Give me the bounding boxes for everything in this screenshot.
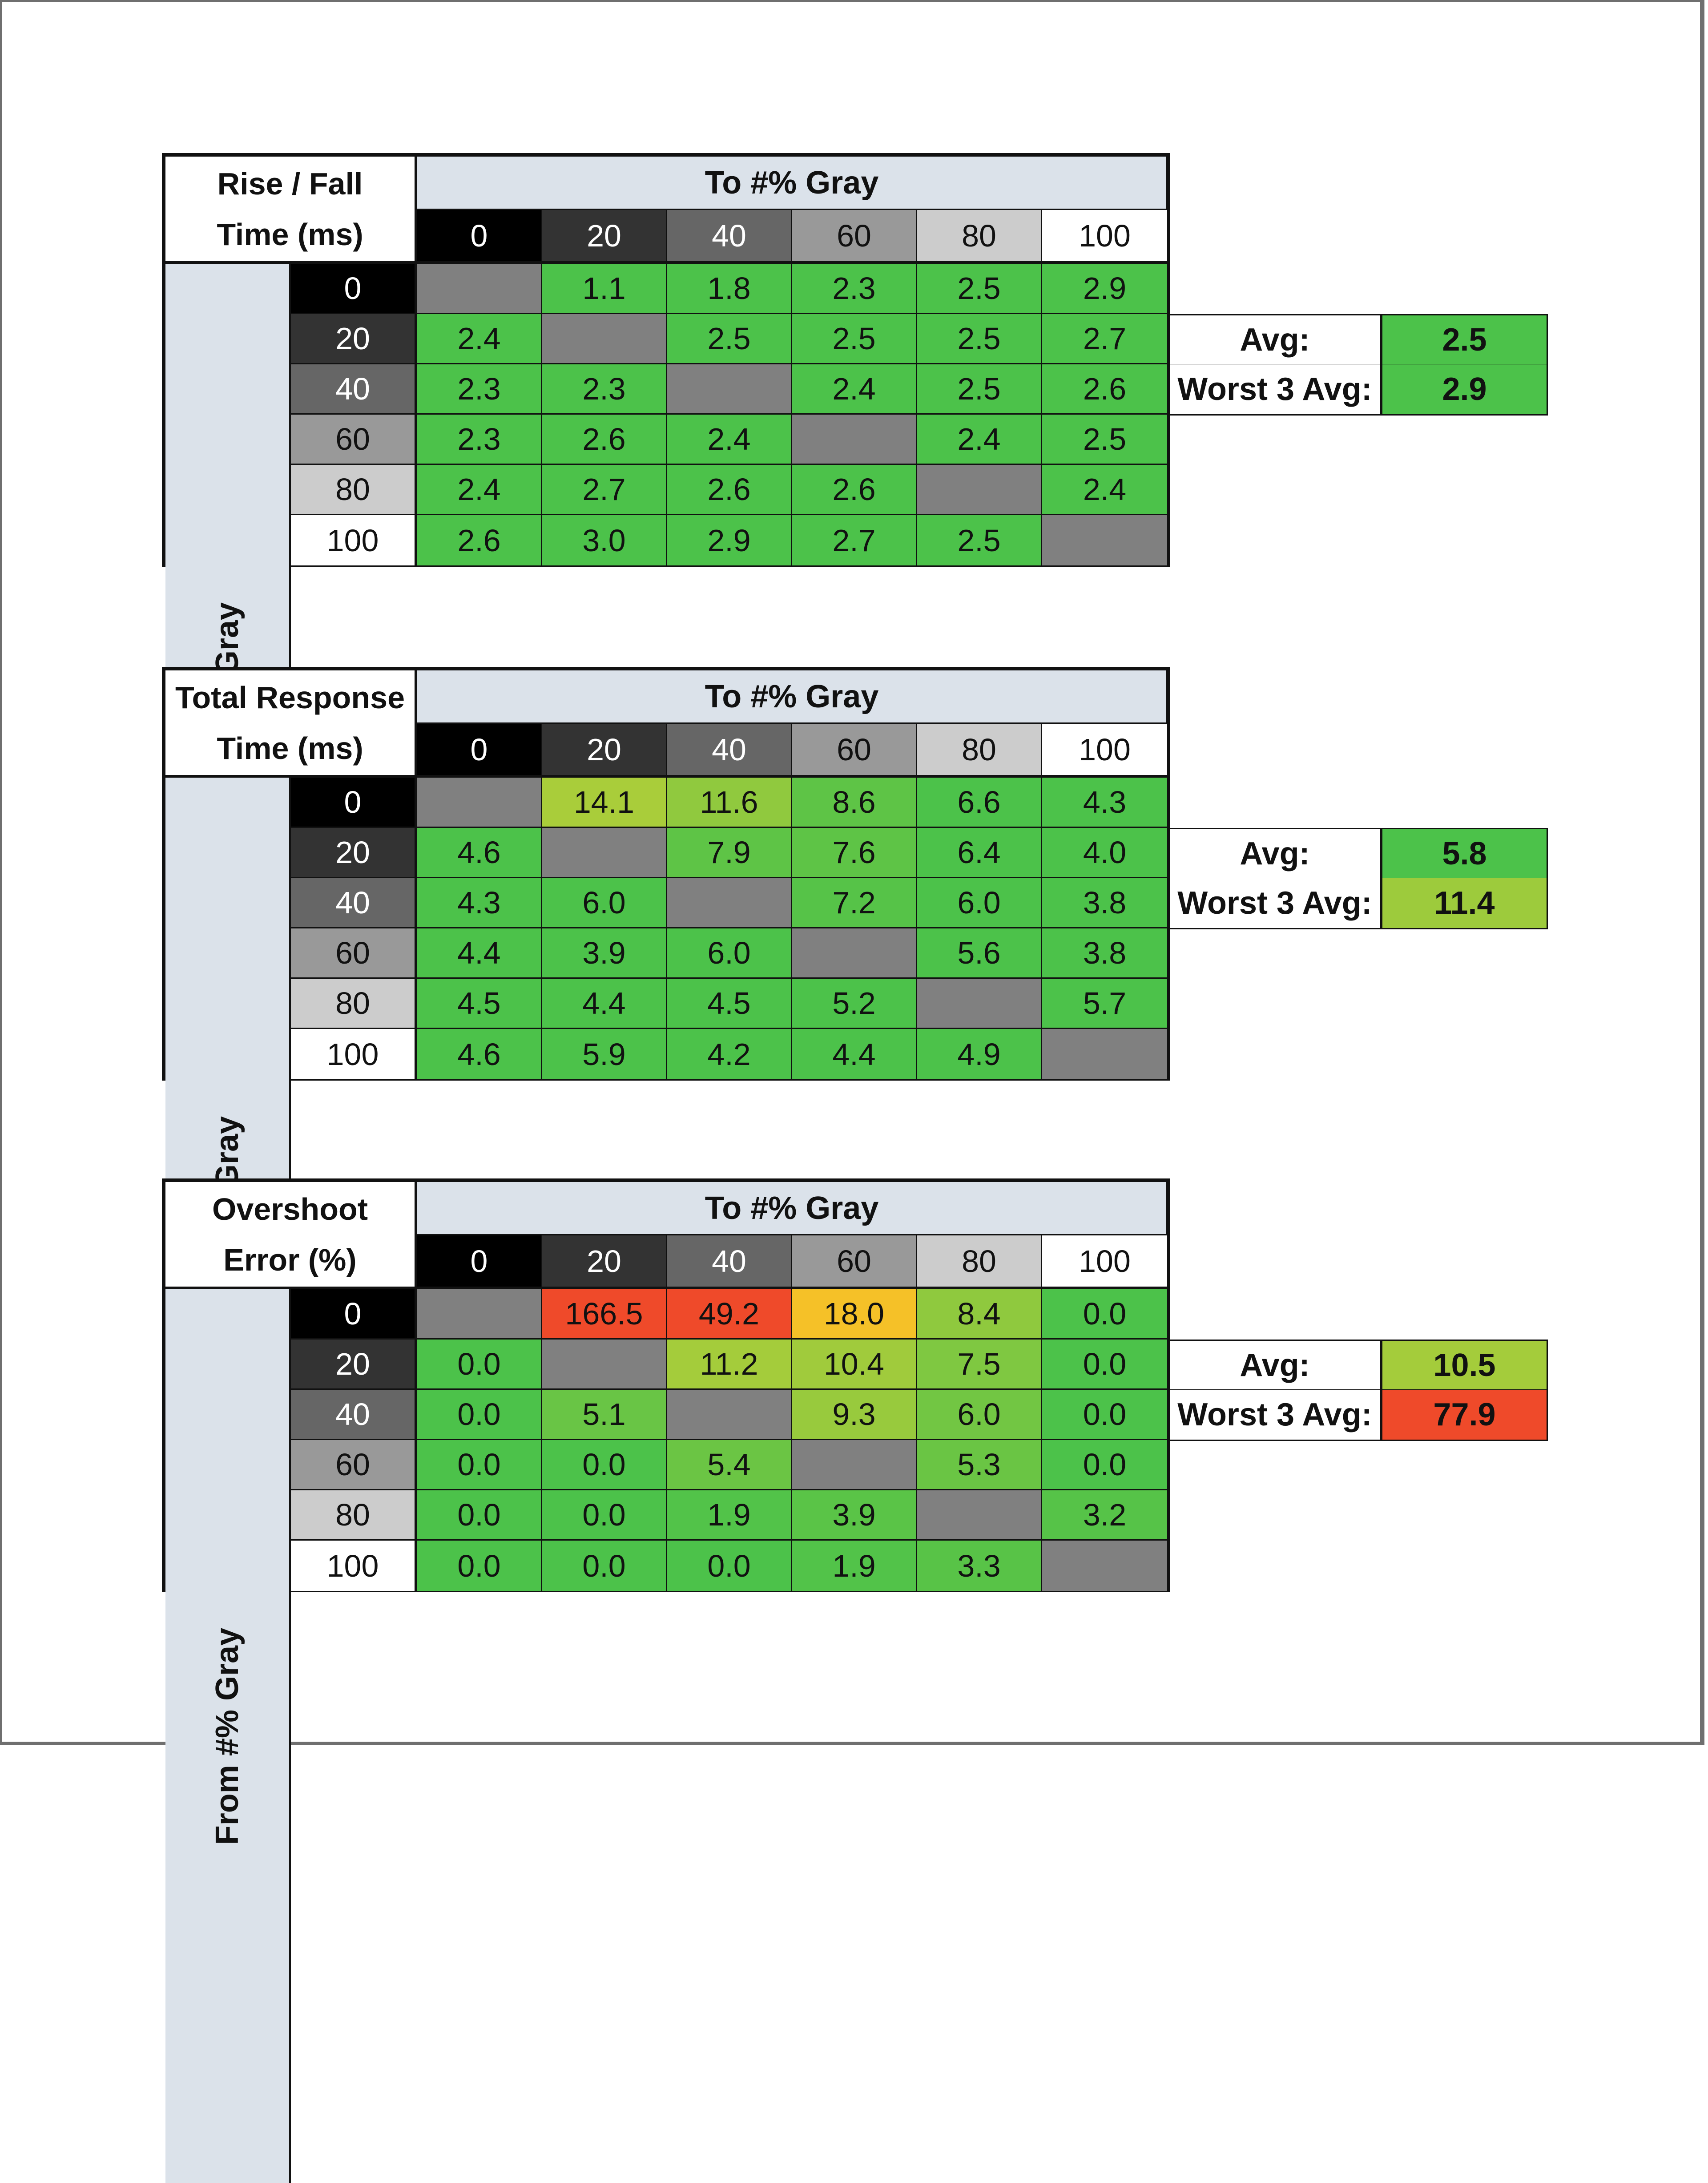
value-cell: 2.4 bbox=[917, 415, 1042, 465]
stat-label: Avg: bbox=[1170, 314, 1381, 365]
value-cell: 8.6 bbox=[792, 778, 917, 828]
column-header-0: 0 bbox=[417, 724, 542, 778]
diagonal-cell bbox=[667, 878, 792, 928]
value-cell: 3.0 bbox=[542, 515, 667, 565]
value-cell: 3.2 bbox=[1042, 1490, 1167, 1541]
value-cell: 2.9 bbox=[1042, 264, 1167, 314]
value-cell: 4.3 bbox=[417, 878, 542, 928]
diagonal-cell bbox=[667, 364, 792, 415]
diagonal-cell bbox=[417, 1289, 542, 1340]
stat-value: 2.5 bbox=[1381, 314, 1548, 365]
diagonal-cell bbox=[1042, 1029, 1167, 1079]
value-cell: 0.0 bbox=[542, 1541, 667, 1591]
value-cell: 4.5 bbox=[417, 979, 542, 1029]
column-header-20: 20 bbox=[542, 1235, 667, 1289]
table-title-line: Rise / Fall bbox=[217, 166, 363, 201]
response-matrix bbox=[162, 153, 1170, 567]
value-cell: 18.0 bbox=[792, 1289, 917, 1340]
value-cell: 3.3 bbox=[917, 1541, 1042, 1591]
value-cell: 2.3 bbox=[417, 415, 542, 465]
value-cell: 0.0 bbox=[417, 1541, 542, 1591]
value-cell: 5.3 bbox=[917, 1440, 1042, 1490]
stat-value: 77.9 bbox=[1381, 1390, 1548, 1441]
value-cell: 0.0 bbox=[542, 1440, 667, 1490]
from-gray-header bbox=[165, 1289, 291, 2183]
value-cell: 6.6 bbox=[917, 778, 1042, 828]
value-cell: 2.5 bbox=[917, 264, 1042, 314]
value-cell: 2.4 bbox=[417, 314, 542, 364]
value-cell: 2.6 bbox=[417, 515, 542, 565]
column-header-0: 0 bbox=[417, 210, 542, 264]
row-header-80: 80 bbox=[291, 979, 417, 1029]
row-header-20: 20 bbox=[291, 1340, 417, 1390]
table-title-line: Total Response bbox=[175, 680, 405, 715]
value-cell: 0.0 bbox=[667, 1541, 792, 1591]
value-cell: 2.5 bbox=[792, 314, 917, 364]
value-cell: 3.9 bbox=[542, 928, 667, 979]
stat-value: 2.9 bbox=[1381, 364, 1548, 416]
row-header-60: 60 bbox=[291, 415, 417, 465]
value-cell: 8.4 bbox=[917, 1289, 1042, 1340]
table-title-line: Time (ms) bbox=[217, 217, 363, 252]
diagonal-cell bbox=[542, 828, 667, 878]
value-cell: 5.4 bbox=[667, 1440, 792, 1490]
column-header-80: 80 bbox=[917, 724, 1042, 778]
worst-3-avg-row bbox=[1170, 878, 1548, 929]
row-header-40: 40 bbox=[291, 364, 417, 415]
value-cell: 0.0 bbox=[417, 1440, 542, 1490]
column-header-40: 40 bbox=[667, 1235, 792, 1289]
value-cell: 0.0 bbox=[417, 1490, 542, 1541]
value-cell: 4.3 bbox=[1042, 778, 1167, 828]
table-title-line: Overshoot bbox=[212, 1191, 368, 1227]
value-cell: 14.1 bbox=[542, 778, 667, 828]
column-header-20: 20 bbox=[542, 724, 667, 778]
value-cell: 1.1 bbox=[542, 264, 667, 314]
avg-row bbox=[1170, 1340, 1548, 1391]
value-cell: 4.9 bbox=[917, 1029, 1042, 1079]
row-header-60: 60 bbox=[291, 928, 417, 979]
value-cell: 3.9 bbox=[792, 1490, 917, 1541]
value-cell: 2.5 bbox=[917, 515, 1042, 565]
value-cell: 4.5 bbox=[667, 979, 792, 1029]
value-cell: 4.4 bbox=[417, 928, 542, 979]
column-header-100: 100 bbox=[1042, 210, 1167, 264]
value-cell: 2.5 bbox=[1042, 415, 1167, 465]
column-header-40: 40 bbox=[667, 210, 792, 264]
value-cell: 2.3 bbox=[792, 264, 917, 314]
value-cell: 1.8 bbox=[667, 264, 792, 314]
row-header-20: 20 bbox=[291, 314, 417, 364]
avg-row bbox=[1170, 828, 1548, 879]
diagonal-cell bbox=[1042, 515, 1167, 565]
value-cell: 2.3 bbox=[417, 364, 542, 415]
row-header-40: 40 bbox=[291, 1390, 417, 1440]
column-header-60: 60 bbox=[792, 210, 917, 264]
value-cell: 4.4 bbox=[792, 1029, 917, 1079]
diagonal-cell bbox=[1042, 1541, 1167, 1591]
row-header-100: 100 bbox=[291, 1029, 417, 1079]
value-cell: 2.4 bbox=[667, 415, 792, 465]
value-cell: 2.6 bbox=[667, 465, 792, 515]
value-cell: 166.5 bbox=[542, 1289, 667, 1340]
value-cell: 0.0 bbox=[1042, 1340, 1167, 1390]
value-cell: 2.5 bbox=[667, 314, 792, 364]
value-cell: 0.0 bbox=[1042, 1390, 1167, 1440]
value-cell: 6.0 bbox=[542, 878, 667, 928]
stat-value: 5.8 bbox=[1381, 828, 1548, 879]
column-header-40: 40 bbox=[667, 724, 792, 778]
value-cell: 2.6 bbox=[542, 415, 667, 465]
row-header-100: 100 bbox=[291, 1541, 417, 1591]
value-cell: 5.6 bbox=[917, 928, 1042, 979]
diagonal-cell bbox=[792, 415, 917, 465]
row-header-0: 0 bbox=[291, 264, 417, 314]
column-header-80: 80 bbox=[917, 210, 1042, 264]
column-header-20: 20 bbox=[542, 210, 667, 264]
table-title-line: Time (ms) bbox=[217, 730, 363, 766]
column-header-0: 0 bbox=[417, 1235, 542, 1289]
value-cell: 2.3 bbox=[542, 364, 667, 415]
diagonal-cell bbox=[542, 314, 667, 364]
value-cell: 0.0 bbox=[542, 1490, 667, 1541]
value-cell: 6.0 bbox=[917, 1390, 1042, 1440]
value-cell: 5.2 bbox=[792, 979, 917, 1029]
value-cell: 1.9 bbox=[667, 1490, 792, 1541]
value-cell: 3.8 bbox=[1042, 878, 1167, 928]
value-cell: 7.6 bbox=[792, 828, 917, 878]
diagonal-cell bbox=[917, 465, 1042, 515]
value-cell: 10.4 bbox=[792, 1340, 917, 1390]
value-cell: 2.7 bbox=[1042, 314, 1167, 364]
value-cell: 2.7 bbox=[542, 465, 667, 515]
value-cell: 7.9 bbox=[667, 828, 792, 878]
value-cell: 49.2 bbox=[667, 1289, 792, 1340]
value-cell: 2.6 bbox=[792, 465, 917, 515]
column-header-100: 100 bbox=[1042, 1235, 1167, 1289]
row-header-80: 80 bbox=[291, 465, 417, 515]
stat-label: Worst 3 Avg: bbox=[1170, 364, 1381, 416]
value-cell: 0.0 bbox=[417, 1340, 542, 1390]
response-matrix bbox=[162, 667, 1170, 1081]
value-cell: 7.5 bbox=[917, 1340, 1042, 1390]
stat-label: Avg: bbox=[1170, 1340, 1381, 1391]
value-cell: 5.1 bbox=[542, 1390, 667, 1440]
value-cell: 9.3 bbox=[792, 1390, 917, 1440]
value-cell: 4.4 bbox=[542, 979, 667, 1029]
value-cell: 5.9 bbox=[542, 1029, 667, 1079]
column-header-60: 60 bbox=[792, 1235, 917, 1289]
row-header-0: 0 bbox=[291, 1289, 417, 1340]
from-gray-header-label: From #% Gray bbox=[209, 1627, 245, 1845]
column-header-100: 100 bbox=[1042, 724, 1167, 778]
value-cell: 6.0 bbox=[917, 878, 1042, 928]
value-cell: 2.4 bbox=[417, 465, 542, 515]
diagonal-cell bbox=[792, 928, 917, 979]
value-cell: 4.6 bbox=[417, 1029, 542, 1079]
value-cell: 3.8 bbox=[1042, 928, 1167, 979]
to-gray-header: To #% Gray bbox=[417, 157, 1166, 210]
value-cell: 2.4 bbox=[792, 364, 917, 415]
value-cell: 4.6 bbox=[417, 828, 542, 878]
stat-value: 11.4 bbox=[1381, 878, 1548, 929]
worst-3-avg-row bbox=[1170, 364, 1548, 416]
table-title-line: Error (%) bbox=[223, 1242, 357, 1277]
value-cell: 2.5 bbox=[917, 364, 1042, 415]
to-gray-header: To #% Gray bbox=[417, 670, 1166, 724]
value-cell: 2.5 bbox=[917, 314, 1042, 364]
diagonal-cell bbox=[917, 1490, 1042, 1541]
value-cell: 11.6 bbox=[667, 778, 792, 828]
value-cell: 6.0 bbox=[667, 928, 792, 979]
row-header-80: 80 bbox=[291, 1490, 417, 1541]
value-cell: 7.2 bbox=[792, 878, 917, 928]
table-title bbox=[165, 157, 417, 264]
value-cell: 0.0 bbox=[417, 1390, 542, 1440]
stat-label: Worst 3 Avg: bbox=[1170, 1390, 1381, 1441]
value-cell: 2.7 bbox=[792, 515, 917, 565]
column-header-80: 80 bbox=[917, 1235, 1042, 1289]
diagonal-cell bbox=[792, 1440, 917, 1490]
diagonal-cell bbox=[417, 264, 542, 314]
stat-value: 10.5 bbox=[1381, 1340, 1548, 1391]
to-gray-header: To #% Gray bbox=[417, 1182, 1166, 1235]
value-cell: 2.6 bbox=[1042, 364, 1167, 415]
row-header-60: 60 bbox=[291, 1440, 417, 1490]
stat-label: Worst 3 Avg: bbox=[1170, 878, 1381, 929]
value-cell: 4.2 bbox=[667, 1029, 792, 1079]
diagonal-cell bbox=[917, 979, 1042, 1029]
value-cell: 1.9 bbox=[792, 1541, 917, 1591]
diagonal-cell bbox=[667, 1390, 792, 1440]
response-matrix bbox=[162, 1178, 1170, 1845]
worst-3-avg-row bbox=[1170, 1390, 1548, 1441]
row-header-20: 20 bbox=[291, 828, 417, 878]
column-header-60: 60 bbox=[792, 724, 917, 778]
row-header-40: 40 bbox=[291, 878, 417, 928]
value-cell: 5.7 bbox=[1042, 979, 1167, 1029]
row-header-0: 0 bbox=[291, 778, 417, 828]
avg-row bbox=[1170, 314, 1548, 365]
stat-label: Avg: bbox=[1170, 828, 1381, 879]
table-title bbox=[165, 1182, 417, 1289]
value-cell: 2.4 bbox=[1042, 465, 1167, 515]
row-header-100: 100 bbox=[291, 515, 417, 565]
diagonal-cell bbox=[417, 778, 542, 828]
table-title bbox=[165, 670, 417, 778]
value-cell: 6.4 bbox=[917, 828, 1042, 878]
value-cell: 0.0 bbox=[1042, 1440, 1167, 1490]
value-cell: 2.9 bbox=[667, 515, 792, 565]
diagonal-cell bbox=[542, 1340, 667, 1390]
value-cell: 0.0 bbox=[1042, 1289, 1167, 1340]
value-cell: 11.2 bbox=[667, 1340, 792, 1390]
value-cell: 4.0 bbox=[1042, 828, 1167, 878]
